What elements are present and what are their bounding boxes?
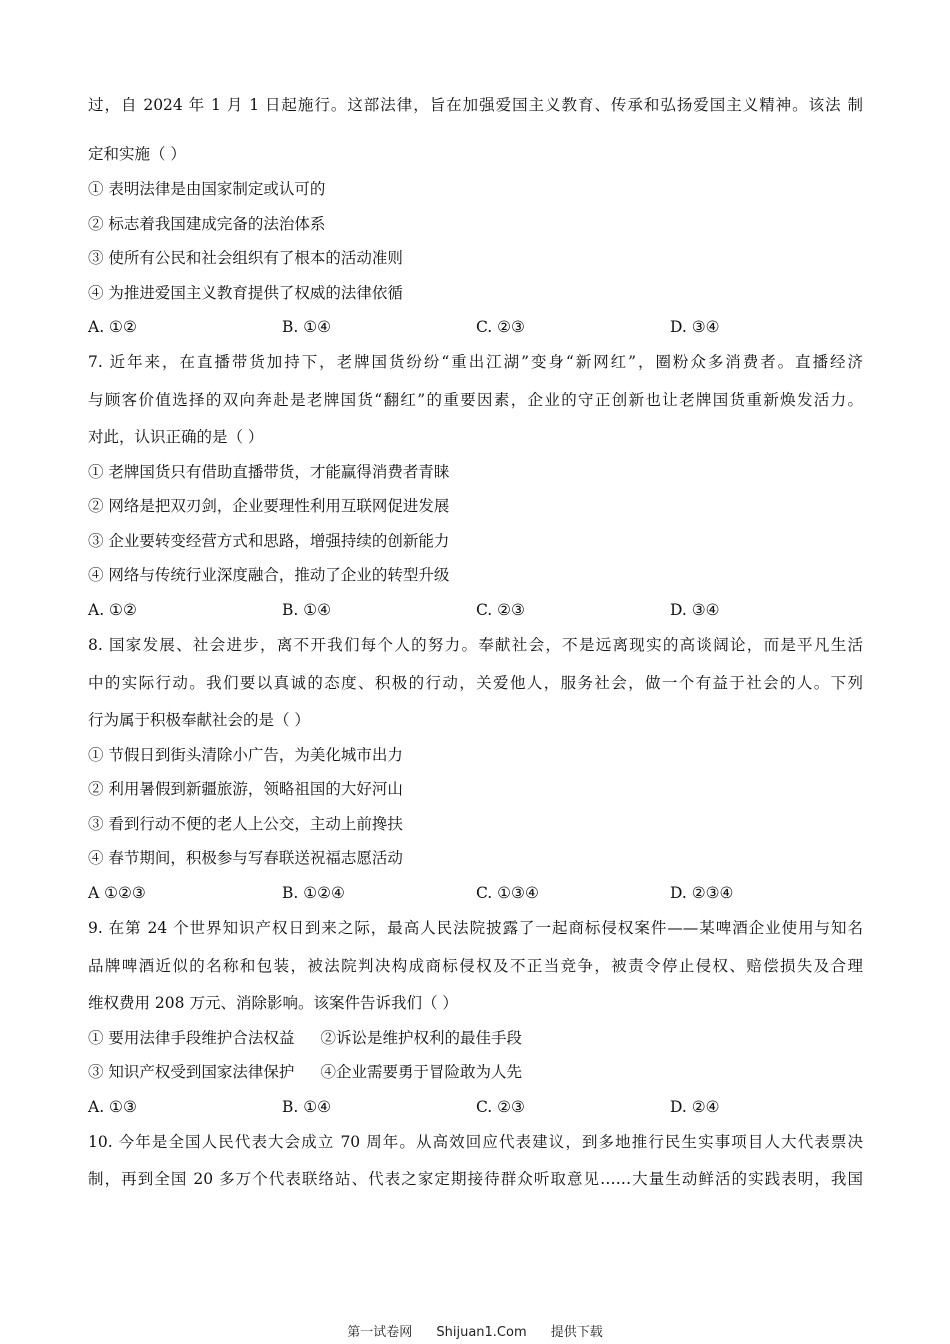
footer-site-link[interactable]: Shijuan1.Com — [436, 1325, 527, 1340]
q9-item-1: ① 要用法律手段维护合法权益 — [88, 1029, 295, 1047]
q6-option-b[interactable]: B. ①④ — [282, 318, 332, 336]
q7-stem-line-2: 与顾客价值选择的双向奔赴是老牌国货“翻红”的重要因素，企业的守正创新也让老牌国货重新焕发活力。 — [88, 391, 863, 409]
q8-stem-line-3: 行为属于积极奉献社会的是（ ） — [88, 711, 310, 729]
q8-item-1: ① 节假日到街头清除小广告，为美化城市出力 — [88, 746, 403, 764]
q7-item-4: ④ 网络与传统行业深度融合，推动了企业的转型升级 — [88, 566, 450, 584]
q9-stem-line-3: 维权费用 208 万元、消除影响。该案件告诉我们（ ） — [88, 994, 458, 1012]
q7-item-3: ③ 企业要转变经营方式和思路，增强持续的创新能力 — [88, 532, 450, 550]
q9-stem-line-1: 9. 在第 24 个世界知识产权日到来之际，最高人民法院披露了一起商标侵权案件——某啤酒企业使用与知名 — [88, 919, 863, 937]
q6-stem-line-2: 定和实施（ ） — [88, 145, 186, 163]
page-footer — [0, 1325, 950, 1341]
q7-option-a[interactable]: A. ①② — [88, 601, 137, 619]
q8-option-a[interactable]: A ①②③ — [88, 884, 146, 902]
footer-note: 提供下载 — [550, 1325, 603, 1340]
q9-option-a[interactable]: A. ①③ — [88, 1098, 137, 1116]
q6-item-4: ④ 为推进爱国主义教育提供了权威的法律依循 — [88, 284, 403, 302]
q9-option-b[interactable]: B. ①④ — [282, 1098, 332, 1116]
q9-items-row-1 — [88, 1028, 522, 1048]
q9-items-row-2 — [88, 1062, 522, 1082]
q9-option-c[interactable]: C. ②③ — [476, 1098, 525, 1116]
q9-option-d[interactable]: D. ②④ — [670, 1098, 720, 1116]
q6-item-3: ③ 使所有公民和社会组织有了根本的活动准则 — [88, 249, 403, 267]
q9-item-2: ②诉讼是维护权利的最佳手段 — [320, 1029, 522, 1047]
q6-item-2: ② 标志着我国建成完备的法治体系 — [88, 215, 326, 233]
q6-stem-line-1: 过，自 2024 年 1 月 1 日起施行。这部法律，旨在加强爱国主义教育、传承和弘扬爱国主义精神。该法 制 — [88, 96, 863, 114]
q10-stem-line-1: 10. 今年是全国人民代表大会成立 70 周年。从高效回应代表建议，到多地推行民生实事项目人大代表票决 — [88, 1133, 863, 1151]
q7-option-b[interactable]: B. ①④ — [282, 601, 332, 619]
q7-option-d[interactable]: D. ③④ — [670, 601, 720, 619]
q7-stem-line-1: 7. 近年来，在直播带货加持下，老牌国货纷纷“重出江湖”变身“新网红”，圈粉众多消费者。直播经济 — [88, 353, 863, 371]
q8-option-c[interactable]: C. ①③④ — [476, 884, 539, 902]
q6-item-1: ① 表明法律是由国家制定或认可的 — [88, 180, 326, 198]
q8-item-4: ④ 春节期间，积极参与写春联送祝福志愿活动 — [88, 849, 403, 867]
q8-stem-line-1: 8. 国家发展、社会进步，离不开我们每个人的努力。奉献社会，不是远离现实的高谈阔论，而是平凡生活 — [88, 636, 863, 654]
q9-item-4: ④企业需要勇于冒险敢为人先 — [320, 1063, 522, 1081]
q6-option-d[interactable]: D. ③④ — [670, 318, 720, 336]
q6-option-c[interactable]: C. ②③ — [476, 318, 525, 336]
q6-option-a[interactable]: A. ①② — [88, 318, 137, 336]
footer-site-cn: 第一试卷网 — [347, 1325, 413, 1340]
q10-stem-line-2: 制，再到全国 20 多万个代表联络站、代表之家定期接待群众听取意见……大量生动鲜活的实践表明，我国 — [88, 1170, 863, 1188]
q7-item-2: ② 网络是把双刃剑，企业要理性利用互联网促进发展 — [88, 497, 450, 515]
q8-item-2: ② 利用暑假到新疆旅游，领略祖国的大好河山 — [88, 780, 403, 798]
q8-option-b[interactable]: B. ①②④ — [282, 884, 345, 902]
q7-option-c[interactable]: C. ②③ — [476, 601, 525, 619]
q9-stem-line-2: 品牌啤酒近似的名称和包装，被法院判决构成商标侵权及不正当竞争，被责令停止侵权、赔偿损失及合理 — [88, 957, 863, 975]
q8-item-3: ③ 看到行动不便的老人上公交，主动上前搀扶 — [88, 815, 403, 833]
q9-item-3: ③ 知识产权受到国家法律保护 — [88, 1063, 295, 1081]
q8-option-d[interactable]: D. ②③④ — [670, 884, 734, 902]
q7-item-1: ① 老牌国货只有借助直播带货，才能赢得消费者青睐 — [88, 463, 450, 481]
q7-stem-line-3: 对此，认识正确的是（ ） — [88, 428, 264, 446]
q8-stem-line-2: 中的实际行动。我们要以真诚的态度、积极的行动，关爱他人，服务社会，做一个有益于社会的人。下列 — [88, 674, 863, 692]
